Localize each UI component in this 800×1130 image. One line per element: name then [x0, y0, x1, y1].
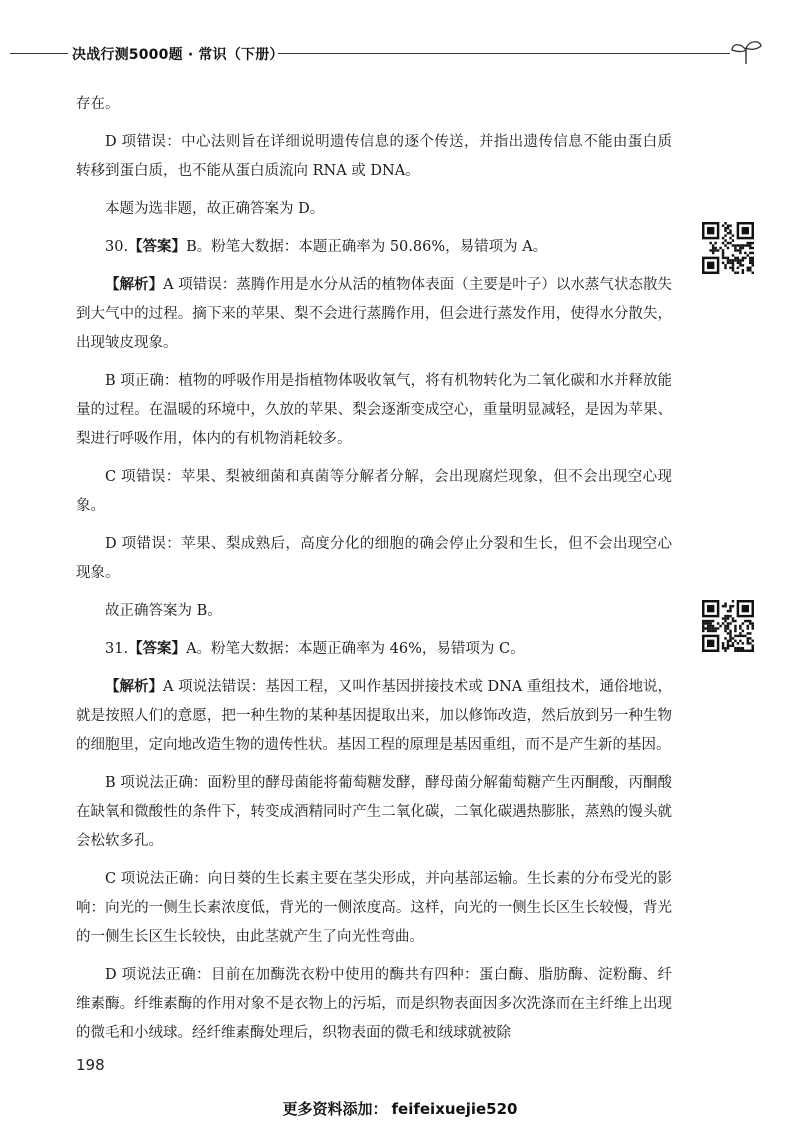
header-rule-right — [278, 53, 730, 54]
page-body — [76, 90, 672, 1057]
footer-label: 更多资料添加： — [282, 1100, 388, 1118]
paragraph-text: D 项错误：中心法则旨在详细说明遗传信息的逐个传送，并指出遗传信息不能由蛋白质转移到蛋白质，也不能从蛋白质流向 RNA 或 DNA。 — [76, 134, 672, 179]
footer-handle: feifeixuejie520 — [391, 1100, 518, 1118]
paragraph — [76, 233, 672, 262]
paragraph — [76, 463, 672, 521]
paragraph — [76, 530, 672, 588]
paragraph-text: D 项说法正确：目前在加酶洗衣粉中使用的酶共有四种：蛋白酶、脂肪酶、淀粉酶、纤维素酶。纤维素酶的作用对象不是衣物上的污垢，而是织物表面因多次洗涤而在主纤维上出现的微毛和小绒球。经纤维素酶处理后，织物表面的微毛和绒球就被除 — [76, 967, 672, 1041]
paragraph — [76, 597, 672, 626]
header-title: 决战行测5000题 · 常识（下册） — [72, 47, 284, 63]
question-number: 31. — [105, 641, 129, 657]
paragraph — [76, 367, 672, 454]
paragraph-text: A。粉笔大数据：本题正确率为 46%，易错项为 C。 — [186, 641, 525, 657]
question-number: 30. — [105, 239, 129, 255]
paragraph-text: A 项错误：蒸腾作用是水分从活的植物体表面（主要是叶子）以水蒸气状态散失到大气中的过程。摘下来的苹果、梨不会进行蒸腾作用，但会进行蒸发作用，使得水分散失，出现皱皮现象。 — [76, 277, 673, 351]
footer-note — [0, 1098, 800, 1119]
paragraph — [76, 961, 672, 1048]
section-marker: 【解析】 — [105, 277, 164, 293]
section-marker: 【解析】 — [105, 679, 164, 695]
sprout-icon — [726, 38, 766, 66]
paragraph-text: B 项正确：植物的呼吸作用是指植物体吸收氧气，将有机物转化为二氧化碳和水并释放能量的过程。在温暖的环境中，久放的苹果、梨会逐渐变成空心，重量明显减轻，是因为苹果、梨进行呼吸作用，体内的有机物消耗较多。 — [76, 373, 672, 447]
paragraph-text: B 项说法正确：面粉里的酵母菌能将葡萄糖发酵，酵母菌分解葡萄糖产生丙酮酸，丙酮酸在缺氧和微酸性的条件下，转变成酒精同时产生二氧化碳，二氧化碳遇热膨胀，蒸熟的馒头就会松软多孔。 — [76, 775, 672, 849]
qr-code-icon — [702, 600, 754, 652]
section-marker: 【答案】 — [128, 641, 187, 657]
paragraph — [76, 635, 672, 664]
paragraph-text: B。粉笔大数据：本题正确率为 50.86%，易错项为 A。 — [186, 239, 548, 255]
section-marker: 【答案】 — [128, 239, 187, 255]
paragraph-text: 存在。 — [76, 96, 120, 112]
paragraph — [76, 128, 672, 186]
paragraph — [76, 271, 672, 358]
paragraph-text: A 项说法错误：基因工程，又叫作基因拼接技术或 DNA 重组技术，通俗地说，就是按照人们的意愿，把一种生物的某种基因提取出来，加以修饰改造，然后放到另一种生物的细胞里，定向地改造生物的遗传性状。基因工程的原理是基因重组，而不是产生新的基因。 — [76, 679, 672, 753]
paragraph — [76, 195, 672, 224]
paragraph-text: 本题为选非题，故正确答案为 D。 — [105, 201, 325, 217]
page-number: 198 — [76, 1056, 105, 1074]
paragraph-text: C 项错误：苹果、梨被细菌和真菌等分解者分解，会出现腐烂现象，但不会出现空心现象。 — [76, 469, 672, 514]
paragraph — [76, 90, 672, 119]
paragraph — [76, 769, 672, 856]
paragraph — [76, 865, 672, 952]
header-rule-left — [10, 53, 68, 54]
paragraph-text: 故正确答案为 B。 — [105, 603, 222, 619]
qr-code-icon — [702, 222, 754, 274]
paragraph-text: C 项说法正确：向日葵的生长素主要在茎尖形成，并向基部运输。生长素的分布受光的影响：向光的一侧生长素浓度低，背光的一侧浓度高。这样，向光的一侧生长区生长较慢，背光的一侧生长区生长较快，由此茎就产生了向光性弯曲。 — [76, 871, 672, 945]
paragraph-text: D 项错误：苹果、梨成熟后，高度分化的细胞的确会停止分裂和生长，但不会出现空心现象。 — [76, 536, 672, 581]
paragraph — [76, 673, 672, 760]
running-header — [0, 38, 800, 66]
